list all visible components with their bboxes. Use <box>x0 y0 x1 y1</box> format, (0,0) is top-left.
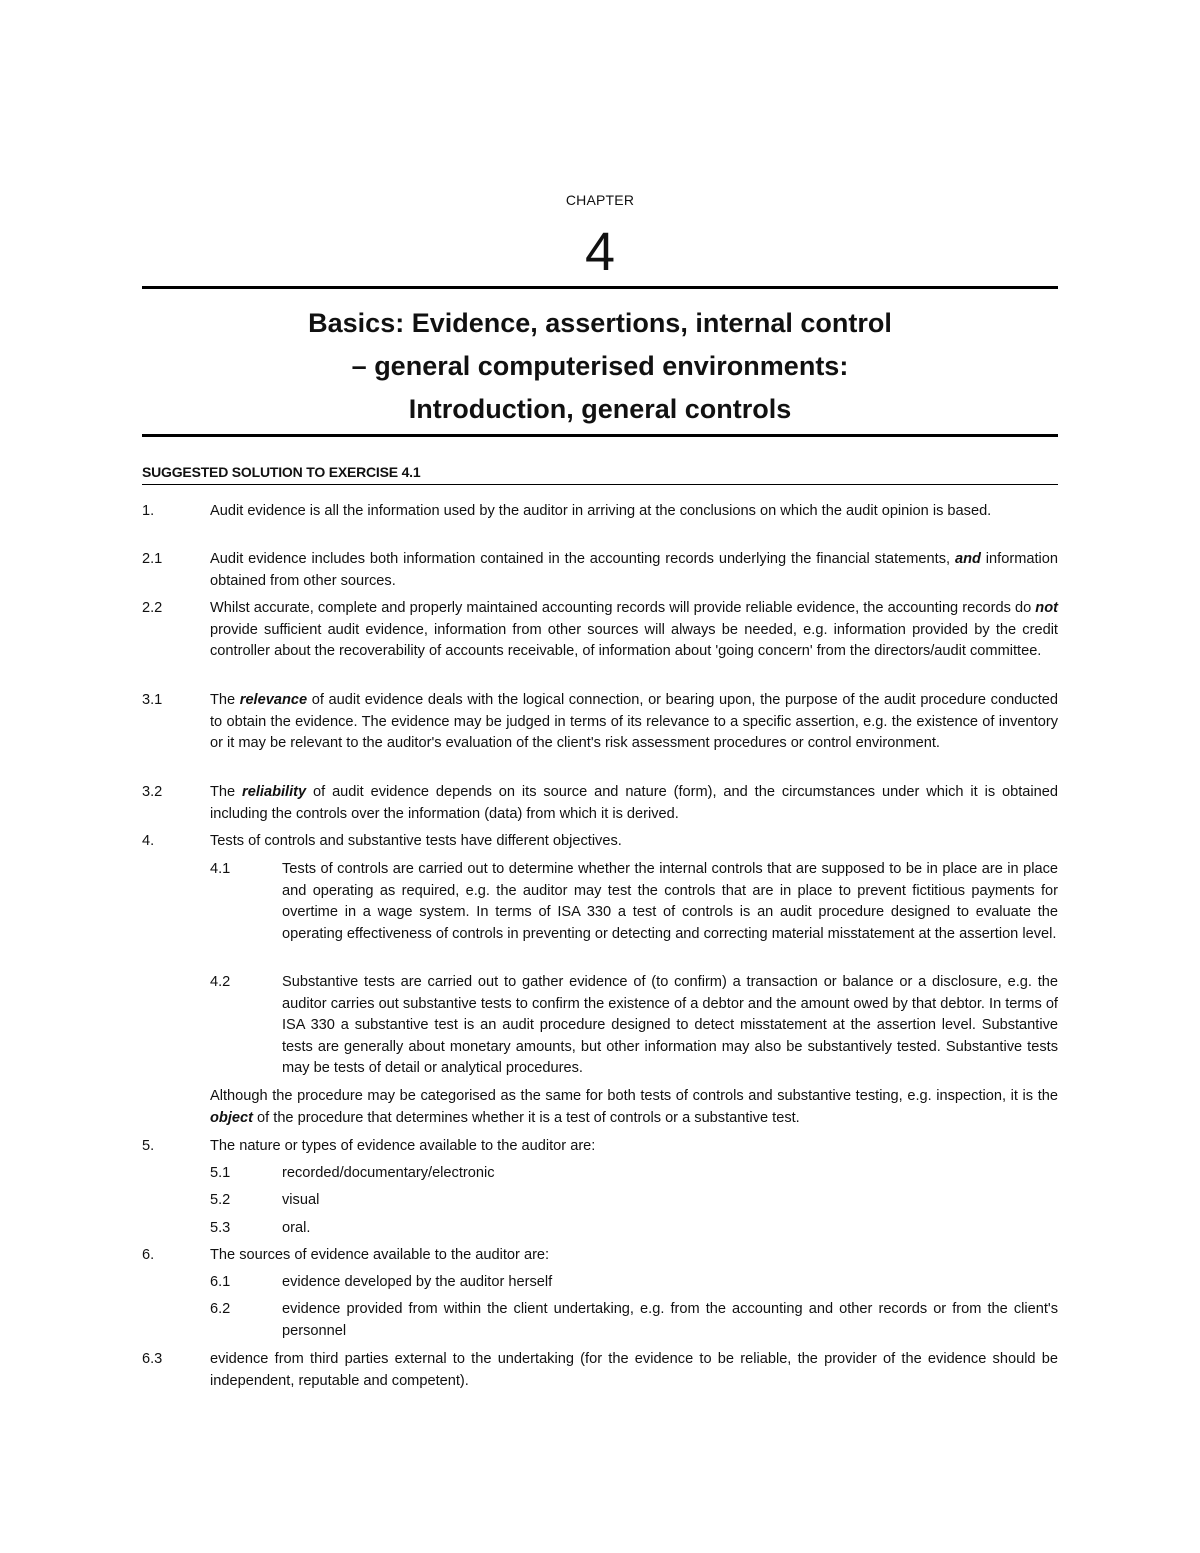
item-text: Audit evidence includes both information contained in the accounting records underlying the financial statements, and information obtained from other sources. <box>210 551 1058 589</box>
item-number: 5.2 <box>210 1192 231 1208</box>
item-text: The relevance of audit evidence deals with the logical connection, or bearing upon, the purpose of the audit procedure conducted to obtain the evidence. The evidence may be judged in terms of its relevance to a specific assertion, e.g. the existence of inventory or it may be relevant to the auditor's evaluation of the client's risk assessment procedures or control environment. <box>210 692 1058 752</box>
item-number: 5.1 <box>210 1165 231 1181</box>
item-text: Substantive tests are carried out to gather evidence of (to confirm) a transaction or balance or a disclosure, e.g. the auditor carries out substantive tests to confirm the existence of a debtor and the amount owed by that debtor. In terms of ISA 330 a substantive test is an audit procedure designed to detect misstatement at the assertion level. Substantive tests are generally about monetary amounts, but other information may also be substantively tested. Substantive tests may be tests of detail or analytical procedures. <box>282 974 1058 1077</box>
item-number: 6.2 <box>210 1301 231 1317</box>
item-text: Whilst accurate, complete and properly maintained accounting records will provide reliable evidence, the accounting records do not provide sufficient audit evidence, information from other sources will always be needed, e.g. information provided by the credit controller about the recoverability of accounts receivable, of information about 'going concern' from the directors/audit committee. <box>210 600 1058 660</box>
emphasis-reliability: reliability <box>242 784 307 800</box>
title-line-1: Basics: Evidence, assertions, internal control <box>308 308 892 338</box>
item-text: Audit evidence is all the information used by the auditor in arriving at the conclusions on which the audit opinion is based. <box>210 503 992 519</box>
item-number: 4. <box>142 833 155 849</box>
chapter-label: CHAPTER <box>565 192 635 208</box>
chapter-number: 4 <box>584 222 616 282</box>
item-number: 2.2 <box>142 600 163 616</box>
item-number: 3.1 <box>142 692 163 708</box>
item-text: The reliability of audit evidence depends on its source and nature (form), and the circumstances under which it is obtained including the controls over the information (data) from which it is derived. <box>210 784 1059 822</box>
item-text: Tests of controls and substantive tests have different objectives. <box>210 833 622 849</box>
item-text: oral. <box>282 1220 311 1236</box>
item-number: 3.2 <box>142 784 163 800</box>
item-number: 2.1 <box>142 551 163 567</box>
item-number: 5. <box>142 1138 155 1154</box>
item-text: evidence provided from within the client undertaking, e.g. from the accounting and other records or from the client's personnel <box>282 1301 1058 1339</box>
emphasis-not: not <box>1035 600 1058 616</box>
item-number: 6.3 <box>142 1351 163 1367</box>
solution-body <box>142 0 1058 1553</box>
emphasis-object: object <box>210 1109 253 1126</box>
item-text: Tests of controls are carried out to determine whether the internal controls that are supposed to be in place are in place and operating as required, e.g. the auditor may test the controls that are in place to prevent fictitious payments for overtime in a wage system. In terms of ISA 330 a test of controls is an audit procedure designed to evaluate the operating effectiveness of controls in preventing or detecting and correcting material misstatement at the assertion level. <box>282 861 1058 942</box>
item-text: Although the procedure may be categorised as the same for both tests of controls and substantive testing, e.g. inspection, it is the object of the procedure that determines whether it is a test of controls or a substantive test. <box>210 1088 1058 1126</box>
item-text: recorded/documentary/electronic <box>282 1165 495 1181</box>
item-number: 1. <box>142 503 155 519</box>
emphasis-and: and <box>954 551 981 567</box>
title-line-2: – general computerised environments: <box>351 351 849 381</box>
item-number: 5.3 <box>210 1220 231 1236</box>
item-text: visual <box>282 1192 320 1208</box>
item-text: The nature or types of evidence available to the auditor are: <box>210 1138 596 1154</box>
item-number: 4.1 <box>210 861 231 877</box>
item-text: The sources of evidence available to the auditor are: <box>210 1247 550 1263</box>
item-text: evidence developed by the auditor herself <box>282 1274 553 1290</box>
item-number: 6. <box>142 1247 155 1263</box>
item-number: 4.2 <box>210 974 231 990</box>
section-heading: SUGGESTED SOLUTION TO EXERCISE 4.1 <box>142 464 1058 485</box>
item-number: 6.1 <box>210 1274 231 1290</box>
item-text: evidence from third parties external to the undertaking (for the evidence to be reliable, the provider of the evidence should be independent, reputable and competent). <box>210 1351 1058 1389</box>
emphasis-relevance: relevance <box>239 692 308 708</box>
title-line-3: Introduction, general controls <box>408 394 792 424</box>
